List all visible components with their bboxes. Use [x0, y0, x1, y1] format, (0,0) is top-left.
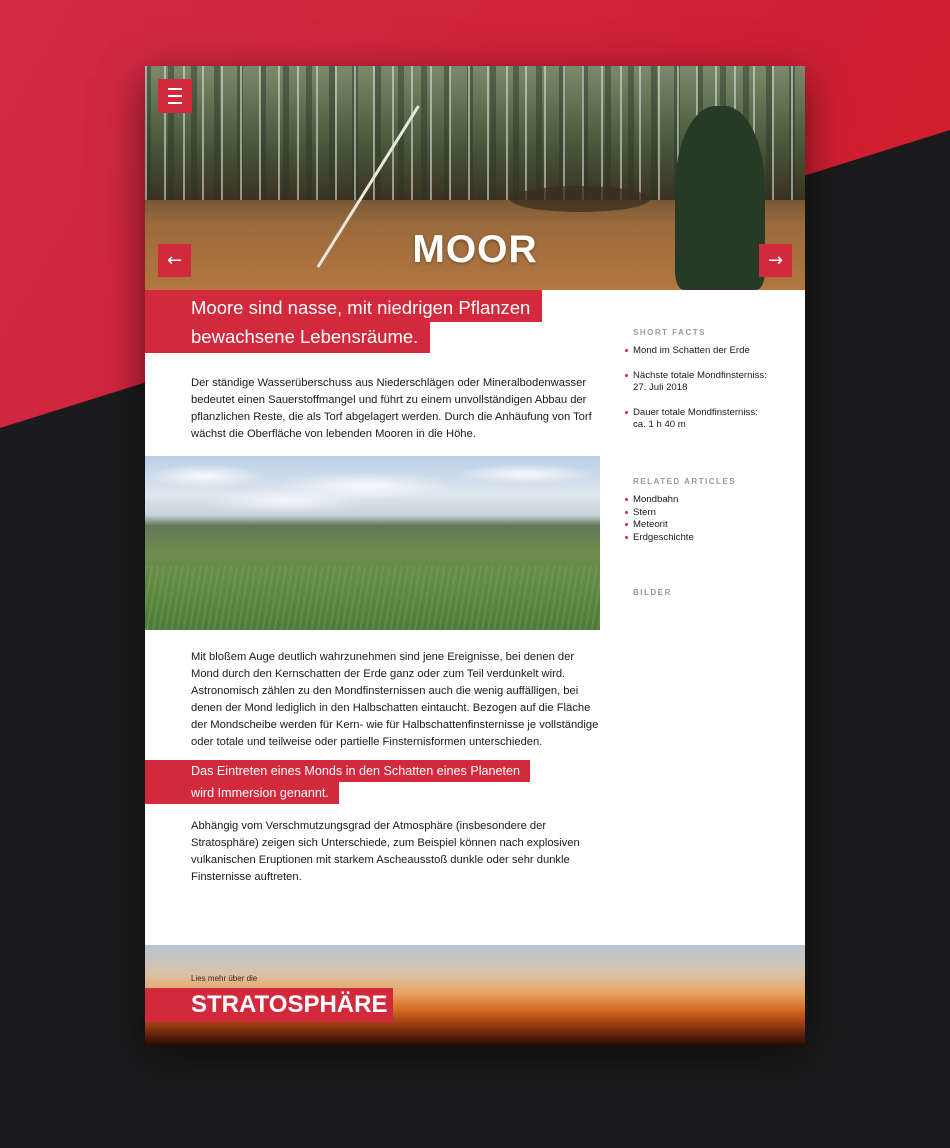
short-facts-section: [633, 328, 773, 444]
clouds: [145, 456, 600, 516]
page-title: MOOR: [412, 228, 538, 271]
next-article-teaser[interactable]: [145, 945, 805, 1045]
images-heading: BILDER: [633, 588, 672, 597]
menu-button[interactable]: [158, 79, 192, 113]
lead-line-2: bewachsene Lebensräume.: [145, 322, 430, 353]
related-link-erdgeschichte[interactable]: Erdgeschichte: [633, 532, 736, 545]
arrow-right-icon: →: [767, 250, 784, 271]
lead-quote: [145, 290, 585, 353]
pull-quote-line-2: wird Immersion genannt.: [145, 782, 339, 804]
related-link-mondbahn[interactable]: Mondbahn: [633, 494, 736, 507]
teaser-kicker: Lies mehr über die: [191, 974, 258, 983]
hamburger-icon: [168, 95, 182, 97]
grass: [145, 566, 600, 630]
body-paragraph-2: Mit bloßem Auge deutlich wahrzunehmen sind jene Ereignisse, bei denen der Mond durch den Kernschatten der Erde ganz oder zum Teil verdunkelt wird. Astronomisch zählen zu den Mondfinsternissen auch die wenig auffälligen, bei denen der Mond lediglich in den Halbschatten eintaucht. Bezogen auf die Fläche der Mondscheibe werden für Kern- wie für Halbschattenfinsternisse je vollständige oder totale und teilweise oder partielle Finsternisformen unterschieden.: [191, 651, 599, 748]
body-paragraph-1: Der ständige Wasserüberschuss aus Niederschlägen oder Mineralbodenwasser bedeutet einen Sauerstoffmangel und führt zu einem unvollständigen Abbau der pflanzlichen Reste, die als Torf abgelagert werden. Durch die Anhäufung von Torf wächst die Oberfläche von lebenden Mooren in die Höhe.: [191, 377, 592, 440]
fact-item: Nächste totale Mondfinsterniss: 27. Juli 2018: [633, 370, 773, 395]
related-articles-section: [633, 477, 736, 544]
related-articles-list: [633, 494, 736, 544]
hamburger-icon: [168, 102, 182, 104]
arrow-left-icon: ←: [166, 250, 183, 271]
short-facts-list: [633, 345, 773, 432]
hamburger-icon: [168, 88, 182, 90]
article-page: [145, 66, 805, 1045]
teaser-title-link[interactable]: STRATOSPHÄRE: [145, 988, 393, 1022]
pond: [510, 186, 650, 212]
body-paragraph-3: Abhängig vom Verschmutzungsgrad der Atmosphäre (insbesondere der Stratosphäre) zeigen sich Unterschiede, zum Beispiel können nach explosiven vulkanischen Eruptionen mit starkem Ascheausstoß dunkle oder sehr dunkle Finsternisse auftreten.: [191, 820, 580, 883]
related-link-meteorit[interactable]: Meteorit: [633, 519, 736, 532]
related-link-stern[interactable]: Stern: [633, 507, 736, 520]
hero-image: [145, 66, 805, 290]
moorland-photo: [145, 456, 600, 630]
images-section: [633, 588, 672, 605]
fact-item: Dauer totale Mondfinsterniss: ca. 1 h 40 m: [633, 407, 773, 432]
short-facts-heading: SHORT FACTS: [633, 328, 706, 337]
lead-line-1: Moore sind nasse, mit niedrigen Pflanzen: [145, 290, 542, 322]
related-articles-heading: RELATED ARTICLES: [633, 477, 737, 486]
pull-quote: [145, 760, 530, 804]
pull-quote-line-1: Das Eintreten eines Monds in den Schatten eines Planeten: [145, 760, 530, 782]
fact-item: Mond im Schatten der Erde: [633, 345, 773, 358]
